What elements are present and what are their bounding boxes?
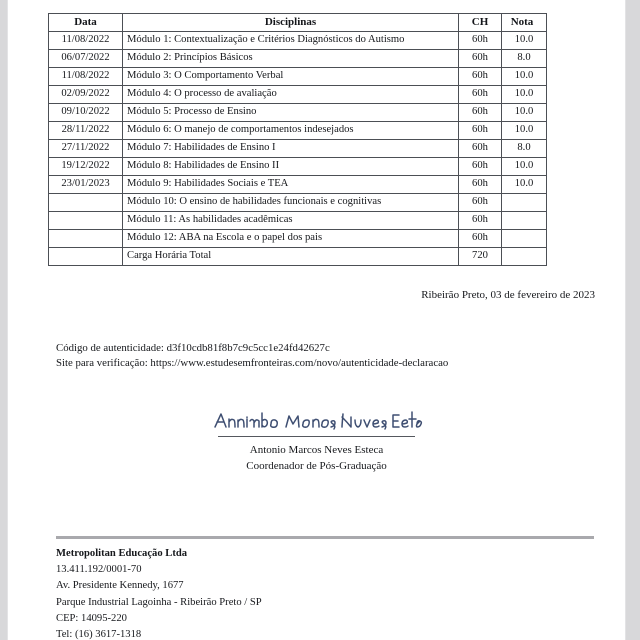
cell-data: 02/09/2022 xyxy=(49,86,123,104)
cell-disciplina: Módulo 4: O processo de avaliação xyxy=(123,86,459,104)
cell-data: 27/11/2022 xyxy=(49,140,123,158)
table-header-row xyxy=(49,14,547,32)
footer-tel: Tel: (16) 3617-1318 xyxy=(56,629,142,640)
table-row xyxy=(49,158,547,176)
table-row xyxy=(49,230,547,248)
cell-nota: 10.0 xyxy=(502,122,547,140)
cell-ch: 60h xyxy=(459,194,502,212)
header-nota-text: Nota xyxy=(510,16,534,28)
cell-ch: 60h xyxy=(459,158,502,176)
cell-ch: 60h xyxy=(459,68,502,86)
signature-block xyxy=(8,405,625,475)
cell-data: 19/12/2022 xyxy=(49,158,123,176)
cell-disciplina: Módulo 2: Princípios Básicos xyxy=(123,50,459,68)
cell-data: 28/11/2022 xyxy=(49,122,123,140)
cell-disciplina: Módulo 10: O ensino de habilidades funcionais e cognitivas xyxy=(123,194,459,212)
cell-nota: 10.0 xyxy=(502,68,547,86)
table-row xyxy=(49,140,547,158)
cell-nota: 10.0 xyxy=(502,86,547,104)
signer-role: Coordenador de Pós-Graduação xyxy=(246,459,387,472)
cell-data: 11/08/2022 xyxy=(49,68,123,86)
cell-disciplina: Módulo 8: Habilidades de Ensino II xyxy=(123,158,459,176)
cell-data xyxy=(49,194,123,212)
cell-disciplina: Módulo 6: O manejo de comportamentos indesejados xyxy=(123,122,459,140)
cell-data xyxy=(49,212,123,230)
signer-name: Antonio Marcos Neves Esteca xyxy=(249,444,384,456)
header-ch: CH xyxy=(459,14,502,32)
cell-disciplina: Módulo 11: As habilidades acadêmicas xyxy=(123,212,459,230)
table-row xyxy=(49,212,547,230)
header-disciplinas: Disciplinas xyxy=(123,14,459,32)
cell-disciplina: Módulo 1: Contextualização e Critérios Diagnósticos do Autismo xyxy=(123,32,459,50)
cell-nota xyxy=(502,194,547,212)
table-header xyxy=(49,14,547,32)
table-body xyxy=(49,32,547,266)
table-row xyxy=(49,68,547,86)
cell-nota: 10.0 xyxy=(502,158,547,176)
cell-ch: 60h xyxy=(459,176,502,194)
handwritten-signature xyxy=(211,405,423,435)
cell-nota: 8.0 xyxy=(502,50,547,68)
cell-disciplina: Módulo 5: Processo de Ensino xyxy=(123,104,459,122)
cell-nota xyxy=(502,230,547,248)
cell-disciplina: Módulo 7: Habilidades de Ensino I xyxy=(123,140,459,158)
footer-cnpj: 13.411.192/0001-70 xyxy=(56,564,142,576)
total-hours: 720 xyxy=(459,248,502,266)
cell-nota: 10.0 xyxy=(502,104,547,122)
table-row xyxy=(49,194,547,212)
footer-org-name: Metropolitan Educação Ltda xyxy=(56,548,188,559)
place-and-date: Ribeirão Preto, 03 de fevereiro de 2023 xyxy=(421,289,595,301)
table-row xyxy=(49,32,547,50)
cell-ch: 60h xyxy=(459,122,502,140)
cell-disciplina: Módulo 3: O Comportamento Verbal xyxy=(123,68,459,86)
cell-ch: 60h xyxy=(459,212,502,230)
footer-block xyxy=(56,546,262,640)
cell-disciplina: Módulo 9: Habilidades Sociais e TEA xyxy=(123,176,459,194)
table-row xyxy=(49,86,547,104)
curriculum-table xyxy=(48,13,547,266)
clipped-top-text xyxy=(48,0,548,4)
authenticity-code: Código de autenticidade: d3f10cdb81f8b7c9c5cc1e24fd42627c xyxy=(56,342,330,354)
signer-identity xyxy=(8,443,625,475)
cell-ch: 60h xyxy=(459,104,502,122)
cell-nota: 10.0 xyxy=(502,176,547,194)
cell-ch: 60h xyxy=(459,140,502,158)
footer-district: Parque Industrial Lagoinha - Ribeirão Preto / SP xyxy=(56,596,262,608)
footer-address: Av. Presidente Kennedy, 1677 xyxy=(56,580,184,592)
table-row xyxy=(49,104,547,122)
cell-data: 06/07/2022 xyxy=(49,50,123,68)
header-data: Data xyxy=(49,14,123,32)
cell-nota xyxy=(502,212,547,230)
cell-disciplina: Módulo 12: ABA na Escola e o papel dos pais xyxy=(123,230,459,248)
table-total-row xyxy=(49,248,547,266)
total-label: Carga Horária Total xyxy=(123,248,459,266)
footer-cep: CEP: 14095-220 xyxy=(56,612,127,624)
footer-divider xyxy=(56,536,594,539)
authenticity-block xyxy=(56,341,448,372)
cell-nota: 8.0 xyxy=(502,140,547,158)
signature-line xyxy=(218,436,415,437)
cell-data: 09/10/2022 xyxy=(49,104,123,122)
cell-data xyxy=(49,230,123,248)
cell-data: 23/01/2023 xyxy=(49,176,123,194)
cell-nota: 10.0 xyxy=(502,32,547,50)
cell-data: 11/08/2022 xyxy=(49,32,123,50)
total-cell-nota xyxy=(502,248,547,266)
cell-ch: 60h xyxy=(459,230,502,248)
cell-ch: 60h xyxy=(459,32,502,50)
document-page xyxy=(8,0,625,640)
cell-ch: 60h xyxy=(459,86,502,104)
cell-ch: 60h xyxy=(459,50,502,68)
table-row xyxy=(49,176,547,194)
verification-site: Site para verificação: https://www.estudesemfronteiras.com/novo/autenticidade-declaracao xyxy=(56,357,449,370)
header-nota xyxy=(502,14,547,32)
total-cell-data xyxy=(49,248,123,266)
table-row xyxy=(49,50,547,68)
table-row xyxy=(49,122,547,140)
